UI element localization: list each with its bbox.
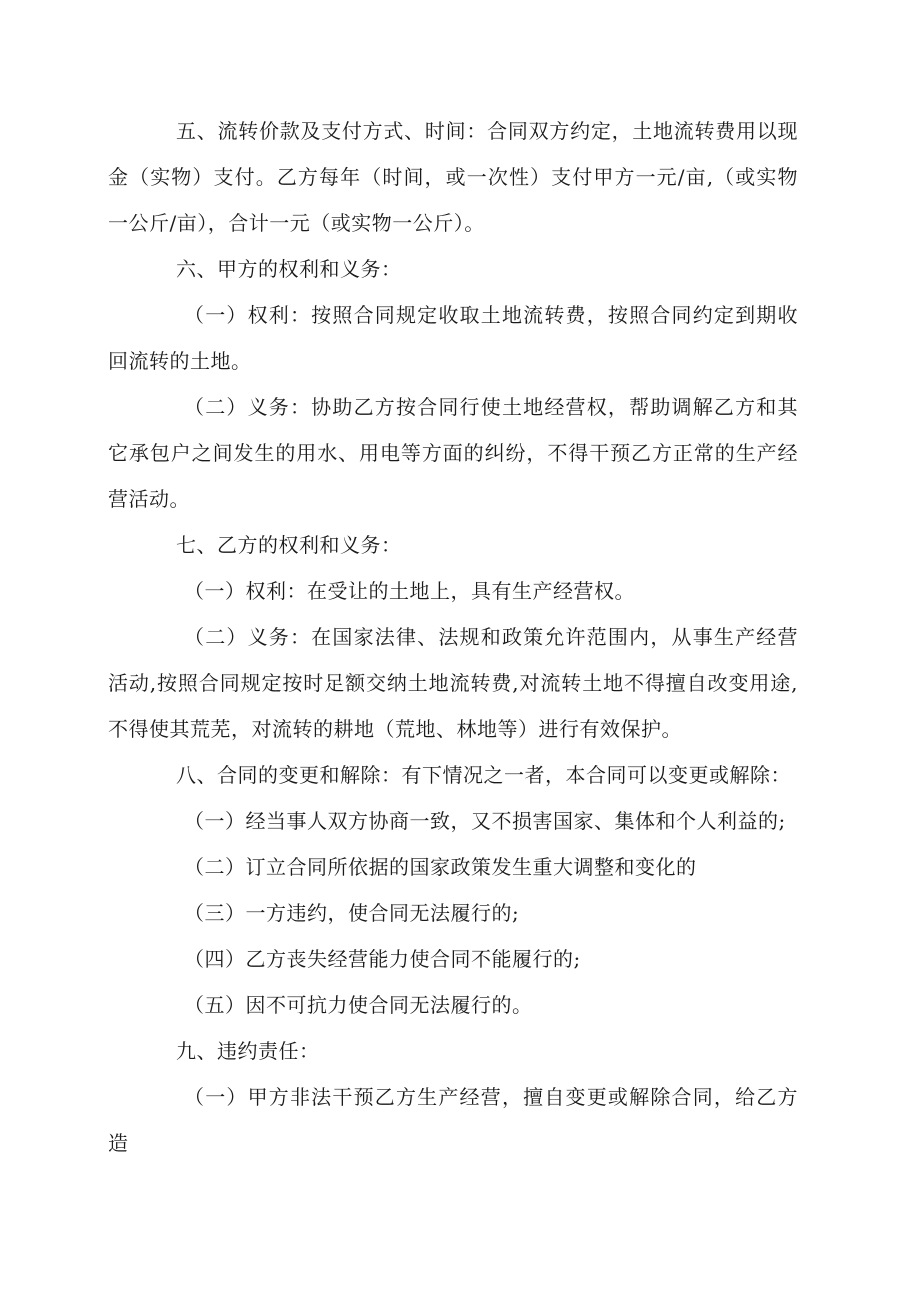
clause-7-rights: （一）权利：在受让的土地上，具有生产经营权。 bbox=[184, 579, 635, 603]
clause-6-duties: （二）义务：协助乙方按合同行使土地经营权，帮助调解乙方和其它承包户之间发生的用水、用电等方面的纠纷，不得干预乙方正常的生产经营活动。 bbox=[108, 395, 798, 511]
clause-9-heading: 九、违约责任： bbox=[176, 1039, 320, 1063]
clause-8-heading: 八、合同的变更和解除：有下情况之一者，本合同可以变更或解除： bbox=[176, 763, 791, 787]
clause-8-item-1: （一）经当事人双方协商一致，又不损害国家、集体和个人利益的; bbox=[184, 809, 786, 833]
clause-8-item-2: （二）订立合同所依据的国家政策发生重大调整和变化的 bbox=[184, 855, 697, 879]
clause-6-rights: （一）权利：按照合同规定收取土地流转费，按照合同约定到期收回流转的土地。 bbox=[108, 303, 798, 373]
clause-7-heading: 七、乙方的权利和义务： bbox=[176, 533, 402, 557]
clause-8-item-4: （四）乙方丧失经营能力使合同不能履行的; bbox=[184, 947, 581, 971]
clause-5-payment: 五、流转价款及支付方式、时间：合同双方约定，土地流转费用以现金（实物）支付。乙方每年（时间，或一次性）支付甲方一元/亩,（或实物一公斤/亩），合计一元（或实物一公斤）。 bbox=[108, 119, 798, 235]
document-body bbox=[108, 108, 798, 1166]
clause-6-heading: 六、甲方的权利和义务： bbox=[176, 257, 402, 281]
clause-8-item-5: （五）因不可抗力使合同无法履行的。 bbox=[184, 993, 533, 1017]
clause-8-item-3: （三）一方违约，使合同无法履行的; bbox=[184, 901, 520, 925]
clause-7-duties: （二）义务：在国家法律、法规和政策允许范围内，从事生产经营活动,按照合同规定按时足额交纳土地流转费,对流转土地不得擅自改变用途,不得使其荒芜，对流转的耕地（荒地、林地等）进行有效保护。 bbox=[108, 625, 798, 741]
clause-9-item-1: （一）甲方非法干预乙方生产经营，擅自变更或解除合同，给乙方造 bbox=[108, 1085, 798, 1155]
